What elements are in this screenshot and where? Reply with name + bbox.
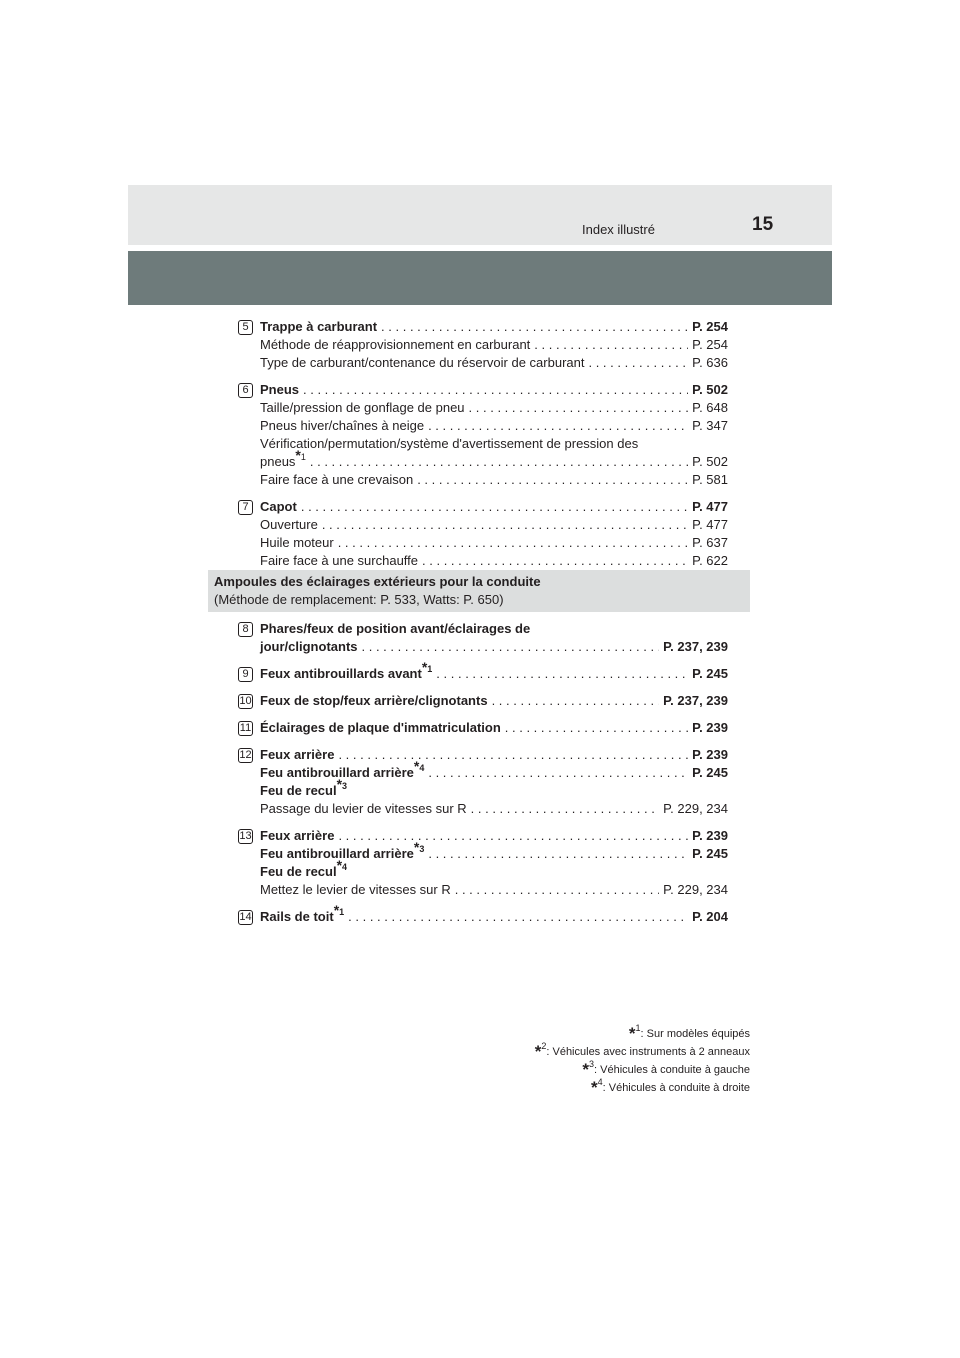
callout-badge: 13	[239, 830, 252, 842]
entry-tires	[238, 381, 728, 489]
index-line[interactable]	[260, 692, 728, 710]
callout-badge: 11	[239, 722, 252, 734]
section-banner-subtitle: (Méthode de remplacement: P. 533, Watts: P. 650)	[214, 592, 504, 607]
footnote-star-icon: *	[413, 758, 420, 774]
footnote-star-icon: *	[336, 776, 343, 792]
index-line[interactable]	[260, 719, 728, 737]
entry-fuel-door	[238, 318, 728, 372]
page-ref: P. 239	[692, 747, 728, 762]
entry-label: Feux arrière	[260, 747, 335, 762]
entry-label: Rails de toit	[260, 909, 334, 924]
page-ref: P. 636	[692, 355, 728, 370]
index-line[interactable]	[260, 746, 728, 764]
page-number: 15	[752, 214, 774, 235]
footnote-star-icon: *	[421, 659, 428, 675]
page-ref: P. 237, 239	[663, 693, 728, 708]
page-ref: P. 229, 234	[663, 882, 728, 897]
footnote-text: : Véhicules à conduite à droite	[602, 1082, 750, 1094]
footnote	[535, 1025, 750, 1043]
entry-label: Huile moteur	[260, 535, 334, 550]
entry-label: Feux de stop/feux arrière/clignotants	[260, 693, 488, 708]
footnote-text: : Véhicules avec instruments à 2 anneaux	[546, 1046, 750, 1058]
footnote-star-icon: *	[582, 1060, 590, 1079]
section-title: Index illustré	[582, 222, 655, 237]
page-ref: P. 239	[692, 720, 728, 735]
index-line[interactable]	[260, 381, 728, 399]
page-ref: P. 237, 239	[663, 639, 728, 654]
page-ref: P. 245	[692, 846, 728, 861]
callout-badge: 5	[238, 320, 253, 335]
index-line[interactable]	[260, 354, 728, 372]
footnote-text: : Véhicules à conduite à gauche	[594, 1064, 750, 1076]
entry-label: Feux antibrouillards avant	[260, 666, 422, 681]
entry-label: Trappe à carburant	[260, 319, 378, 334]
callout-badge: 7	[238, 500, 253, 515]
index-line[interactable]	[260, 839, 728, 863]
index-line[interactable]	[260, 902, 728, 926]
callout-badge: 14	[239, 911, 252, 923]
footnote-ref: 1	[300, 452, 306, 462]
callout-badge: 6	[238, 383, 253, 398]
header-bar	[128, 185, 832, 245]
page-ref: P. 477	[692, 517, 728, 532]
footnote-star-icon: *	[336, 857, 343, 873]
footnote-star-icon: *	[628, 1024, 636, 1043]
entry-label: Feu antibrouillard arrière	[260, 765, 414, 780]
footnote-number: 4	[597, 1077, 603, 1087]
index-group-2	[238, 620, 728, 935]
footnotes	[535, 1025, 750, 1097]
footnote-star-icon: *	[295, 447, 301, 463]
entry-label: jour/clignotants	[260, 639, 358, 654]
index-line[interactable]	[260, 638, 728, 656]
entry-label: Feu de recul	[260, 864, 337, 879]
page-ref: P. 204	[692, 909, 728, 924]
page-ref: P. 637	[692, 535, 728, 550]
footnote-star-icon: *	[590, 1078, 598, 1097]
index-line[interactable]	[260, 827, 728, 845]
callout-badge: 12	[239, 749, 252, 761]
page-ref: P. 254	[692, 337, 728, 352]
header-band	[128, 251, 832, 305]
footnote-number: 3	[589, 1059, 595, 1069]
entry-label: Capot	[260, 499, 297, 514]
entry-rear-lights-b	[238, 827, 728, 899]
entry-roof-rails	[238, 902, 728, 926]
index-line[interactable]	[260, 399, 728, 417]
index-line[interactable]	[260, 552, 728, 570]
callout-badge: 10	[239, 695, 252, 707]
page-ref: P. 347	[692, 418, 728, 433]
entry-stop-lights	[238, 692, 728, 710]
footnote-ref: 3	[342, 781, 348, 791]
entry-hood	[238, 498, 728, 570]
entry-label: Feu de recul	[260, 783, 337, 798]
index-group-1	[238, 318, 728, 579]
index-line[interactable]	[260, 336, 728, 354]
entry-label: Éclairages de plaque d'immatriculation	[260, 720, 501, 735]
entry-label: Passage du levier de vitesses sur R	[260, 801, 467, 816]
index-line[interactable]	[260, 534, 728, 552]
footnote-ref: 4	[419, 763, 425, 773]
footnote-number: 1	[635, 1023, 641, 1033]
footnote-text: : Sur modèles équipés	[640, 1028, 750, 1040]
footnote-star-icon: *	[333, 902, 340, 918]
entry-label: Méthode de réapprovisionnement en carburant	[260, 337, 531, 352]
footnote-number: 2	[541, 1041, 547, 1051]
index-line[interactable]	[260, 447, 728, 471]
entry-headlights	[238, 620, 728, 656]
entry-label: Type de carburant/contenance du réservoir de carburant	[260, 355, 585, 370]
page-ref: P. 239	[692, 828, 728, 843]
entry-label: Phares/feux de position avant/éclairages de	[260, 621, 531, 636]
index-line[interactable]	[260, 417, 728, 435]
index-line	[260, 857, 728, 881]
section-banner-title: Ampoules des éclairages extérieurs pour la conduite	[214, 574, 541, 589]
footnote	[535, 1043, 750, 1061]
entry-label: Mettez le levier de vitesses sur R	[260, 882, 451, 897]
entry-label: Pneus hiver/chaînes à neige	[260, 418, 425, 433]
entry-rear-lights-a	[238, 746, 728, 818]
page-ref: P. 245	[692, 666, 728, 681]
footnote-star-icon: *	[413, 839, 420, 855]
index-line[interactable]	[260, 516, 728, 534]
footnote-star-icon: *	[534, 1042, 542, 1061]
page-ref: P. 254	[692, 319, 728, 334]
callout-badge: 9	[238, 667, 253, 682]
entry-label: Feux arrière	[260, 828, 335, 843]
footnote-ref: 1	[339, 907, 345, 917]
index-line	[260, 776, 728, 800]
entry-front-fog	[238, 659, 728, 683]
footnote-ref: 4	[342, 862, 348, 872]
page-ref: P. 622	[692, 553, 728, 568]
callout-badge: 8	[238, 622, 253, 637]
index-line[interactable]	[260, 800, 728, 818]
page-ref: P. 648	[692, 400, 728, 415]
entry-label: Faire face à une crevaison	[260, 472, 414, 487]
page-ref: P. 581	[692, 472, 728, 487]
entry-plate-lights	[238, 719, 728, 737]
index-line[interactable]	[260, 318, 728, 336]
section-banner	[208, 570, 750, 612]
entry-label: Feu antibrouillard arrière	[260, 846, 414, 861]
page-ref: P. 502	[692, 382, 728, 397]
footnote-ref: 1	[427, 664, 433, 674]
footnote	[535, 1079, 750, 1097]
footnote-ref: 3	[419, 844, 425, 854]
page-ref: P. 477	[692, 499, 728, 514]
index-line[interactable]	[260, 471, 728, 489]
page-ref: P. 229, 234	[663, 801, 728, 816]
index-line[interactable]	[260, 881, 728, 899]
page-ref: P. 245	[692, 765, 728, 780]
entry-label: Vérification/permutation/système d'avertissement de pression des	[260, 436, 639, 451]
footnote	[535, 1061, 750, 1079]
entry-label: Taille/pression de gonflage de pneu	[260, 400, 465, 415]
entry-label: pneus	[260, 454, 296, 469]
index-line[interactable]	[260, 498, 728, 516]
page-ref: P. 502	[692, 454, 728, 469]
entry-label: Ouverture	[260, 517, 318, 532]
index-line[interactable]	[260, 758, 728, 782]
index-line[interactable]	[260, 659, 728, 683]
entry-label: Pneus	[260, 382, 300, 397]
entry-label: Faire face à une surchauffe	[260, 553, 419, 568]
